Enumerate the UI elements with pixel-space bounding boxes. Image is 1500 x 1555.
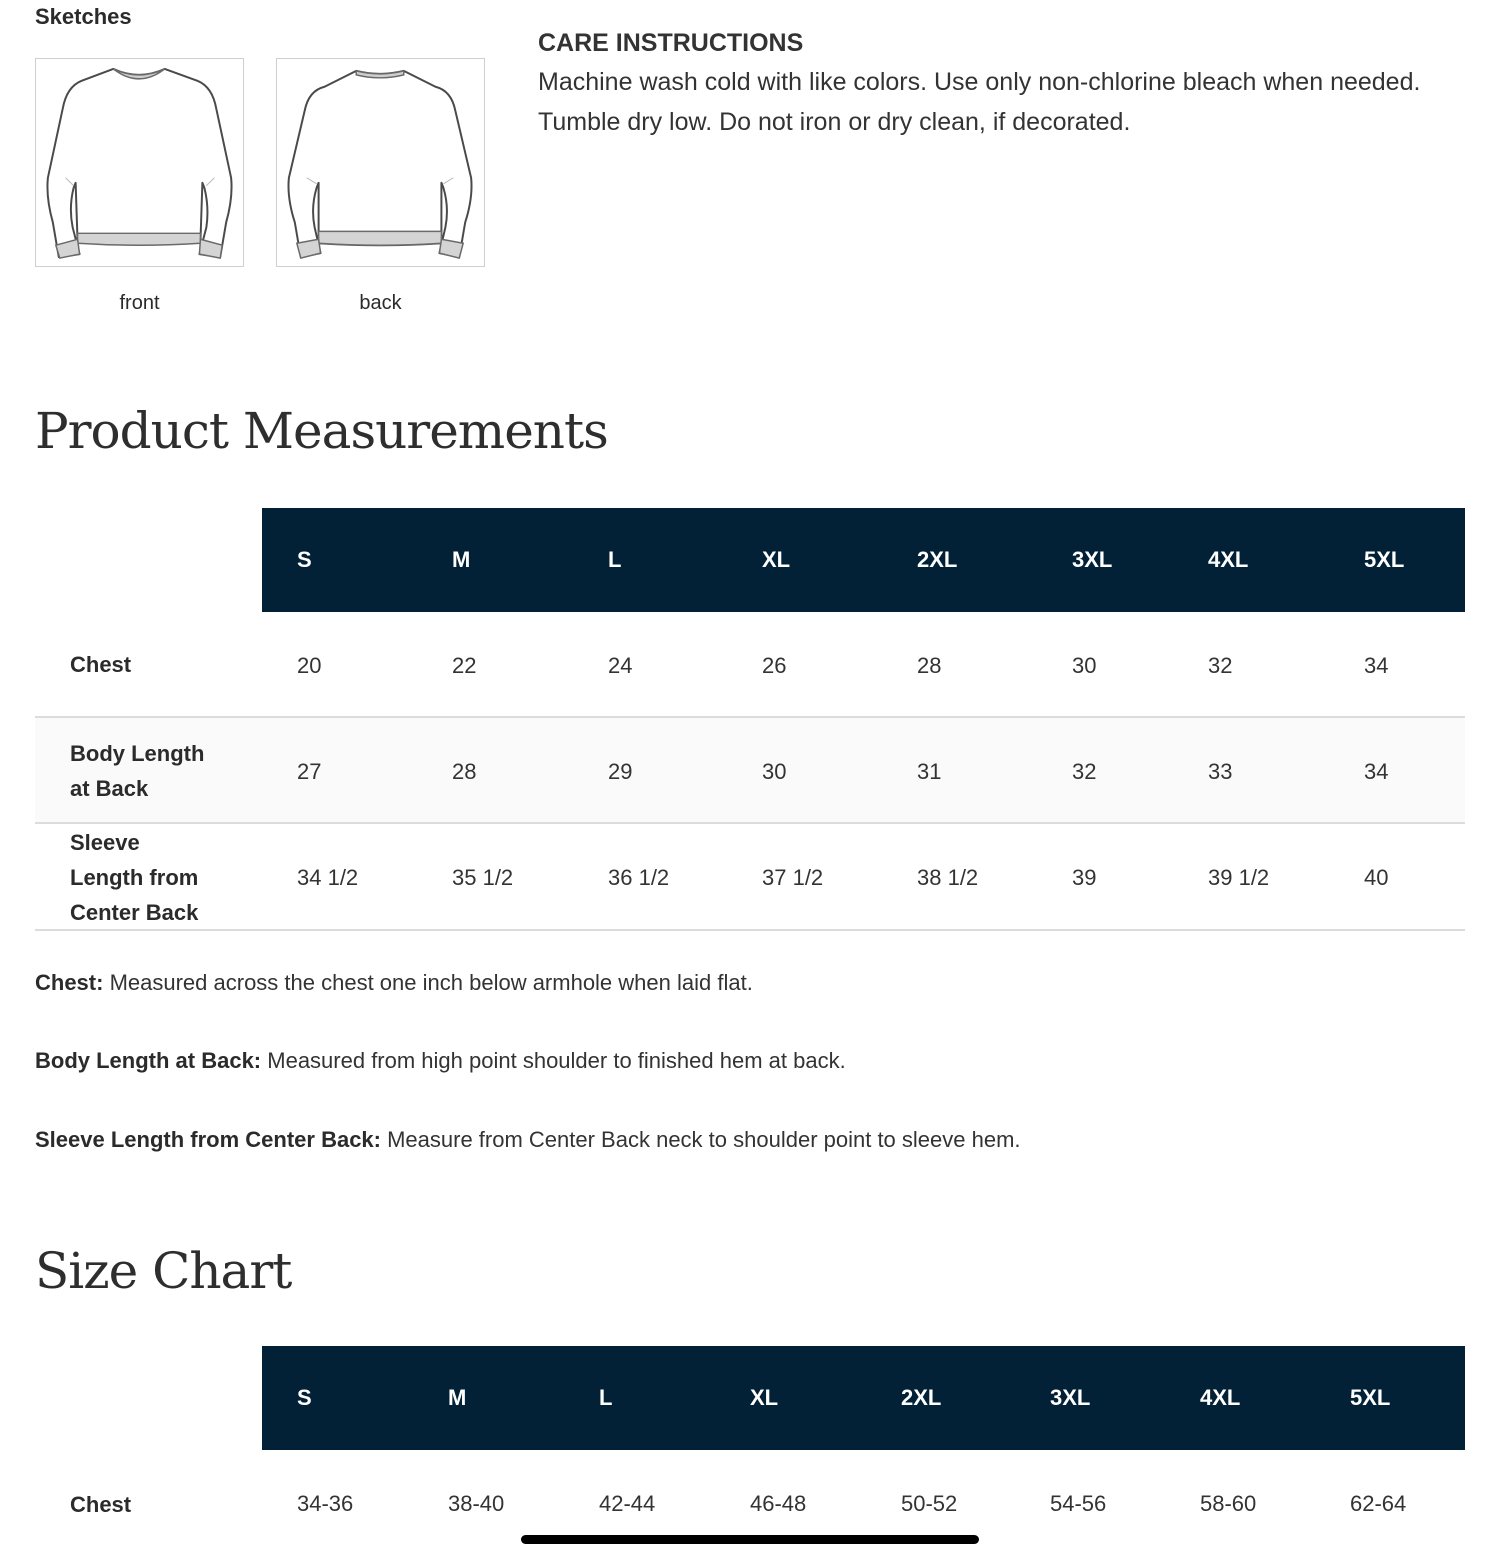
- definition-term: Sleeve Length from Center Back:: [35, 1127, 381, 1152]
- cell: 28: [917, 653, 942, 678]
- size-header-3xl: 3XL: [1050, 1385, 1091, 1410]
- sketch-back-label: back: [359, 292, 402, 314]
- size-header-m: M: [452, 547, 471, 572]
- sketches-heading: Sketches: [35, 4, 132, 29]
- cell: 38 1/2: [917, 865, 979, 890]
- row-label: [70, 736, 204, 806]
- definition-text: Measure from Center Back neck to shoulder point to sleeve hem.: [380, 1127, 1021, 1152]
- row-label-line: Body Length: [70, 741, 205, 766]
- size-header-4xl: 4XL: [1200, 1385, 1241, 1410]
- size-header-m: M: [448, 1385, 467, 1410]
- size-header-s: S: [297, 547, 312, 572]
- definition-term: Body Length at Back:: [35, 1048, 262, 1073]
- size-chart-table: [35, 1346, 1465, 1546]
- cell: 38-40: [448, 1491, 505, 1516]
- row-label: Chest: [70, 1492, 132, 1517]
- cell: 35 1/2: [452, 865, 514, 890]
- cell: 36 1/2: [608, 865, 670, 890]
- definition-text: Measured across the chest one inch below armhole when laid flat.: [103, 970, 753, 995]
- product-measurements-table: [35, 508, 1465, 931]
- sketch-front-label: front: [119, 292, 160, 314]
- care-instructions: [538, 28, 1478, 142]
- cell: 30: [762, 759, 787, 784]
- cell: 22: [452, 653, 477, 678]
- row-label-line: Sleeve: [70, 830, 140, 855]
- row-label-line: Center Back: [70, 900, 199, 925]
- sketch-back-thumbnail[interactable]: [276, 58, 485, 267]
- definition-body-length: [35, 1048, 846, 1074]
- size-header-xl: XL: [750, 1385, 779, 1410]
- cell: 26: [762, 653, 787, 678]
- cell: 34: [1364, 759, 1389, 784]
- row-label: [70, 825, 198, 930]
- sweatshirt-back-sketch-icon: [277, 59, 484, 266]
- size-header-5xl: 5XL: [1364, 547, 1405, 572]
- cell: 31: [917, 759, 942, 784]
- size-chart-title: Size Chart: [35, 1242, 292, 1300]
- cell: 50-52: [901, 1491, 958, 1516]
- cell: 27: [297, 759, 322, 784]
- size-header-2xl: 2XL: [917, 547, 958, 572]
- row-label-line: at Back: [70, 776, 149, 801]
- cell: 42-44: [599, 1491, 656, 1516]
- row-label: Chest: [70, 652, 132, 677]
- table-row-chest: [35, 1450, 1465, 1546]
- cell: 34: [1364, 653, 1389, 678]
- sketch-front-thumbnail[interactable]: [35, 58, 244, 267]
- definition-text: Measured from high point shoulder to finished hem at back.: [261, 1048, 846, 1073]
- cell: 32: [1072, 759, 1097, 784]
- size-header-3xl: 3XL: [1072, 547, 1113, 572]
- cell: 46-48: [750, 1491, 807, 1516]
- cell: 40: [1364, 865, 1389, 890]
- cell: 58-60: [1200, 1491, 1257, 1516]
- cell: 20: [297, 653, 322, 678]
- size-header-4xl: 4XL: [1208, 547, 1249, 572]
- size-header-l: L: [599, 1385, 613, 1410]
- cell: 28: [452, 759, 477, 784]
- cell: 29: [608, 759, 633, 784]
- cell: 24: [608, 653, 633, 678]
- table-row-sleeve-length: [35, 824, 1465, 931]
- size-header-row: [262, 508, 1465, 612]
- care-instructions-title: CARE INSTRUCTIONS: [538, 29, 804, 57]
- cell: 34-36: [297, 1491, 354, 1516]
- cell: 30: [1072, 653, 1097, 678]
- cell: 32: [1208, 653, 1233, 678]
- cell: 39: [1072, 865, 1097, 890]
- size-header-2xl: 2XL: [901, 1385, 942, 1410]
- size-header-5xl: 5XL: [1350, 1385, 1391, 1410]
- table-row-body-length: [35, 718, 1465, 824]
- size-header-row: [262, 1346, 1465, 1450]
- product-measurements-title: Product Measurements: [35, 402, 608, 460]
- cell: 37 1/2: [762, 865, 824, 890]
- size-header-l: L: [608, 547, 622, 572]
- care-instructions-text: [538, 62, 1478, 142]
- size-header-s: S: [297, 1385, 312, 1410]
- size-header-xl: XL: [762, 547, 791, 572]
- table-row-chest: [35, 612, 1465, 718]
- cell: 39 1/2: [1208, 865, 1270, 890]
- cell: 34 1/2: [297, 865, 359, 890]
- definition-chest: [35, 970, 753, 996]
- care-line: Machine wash cold with like colors. Use only non-chlorine bleach when needed.: [538, 68, 1421, 96]
- care-line: Tumble dry low. Do not iron or dry clean, if decorated.: [538, 108, 1131, 136]
- home-indicator-bar[interactable]: [521, 1535, 979, 1544]
- cell: 62-64: [1350, 1491, 1407, 1516]
- definition-term: Chest:: [35, 970, 104, 995]
- cell: 54-56: [1050, 1491, 1107, 1516]
- cell: 33: [1208, 759, 1233, 784]
- row-label-line: Length from: [70, 865, 199, 890]
- definition-sleeve-length: [35, 1127, 1021, 1153]
- sweatshirt-front-sketch-icon: [36, 59, 243, 266]
